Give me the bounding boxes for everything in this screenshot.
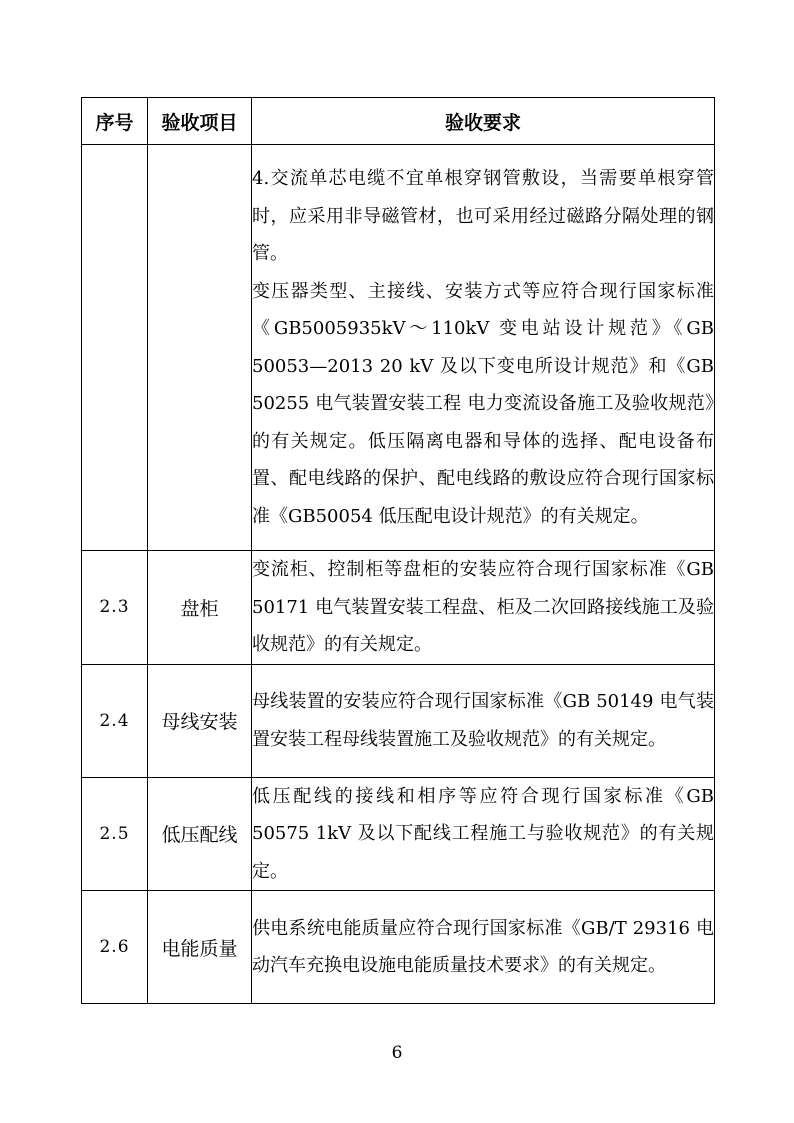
row-item [148, 145, 252, 551]
table-header-row [82, 98, 715, 145]
row-requirements [252, 777, 715, 891]
acceptance-table [81, 97, 715, 1004]
row-requirements [252, 664, 715, 777]
table-row [82, 777, 715, 891]
row-item: 盘柜 [148, 551, 252, 665]
header-number: 序号 [82, 98, 148, 145]
row-number: 2.4 [82, 664, 148, 777]
row-requirements [252, 145, 715, 551]
requirement-paragraph: 母线装置的安装应符合现行国家标准《GB 50149 电气装置安装工程母线装置施工及验收规范》的有关规定。 [252, 691, 714, 750]
table-row [82, 891, 715, 1004]
table-row [82, 551, 715, 665]
row-requirements [252, 551, 715, 665]
row-number [82, 145, 148, 551]
requirement-paragraph: 供电系统电能质量应符合现行国家标准《GB/T 29316 电动汽车充换电设施电能质量技术要求》的有关规定。 [252, 917, 714, 976]
row-requirements [252, 891, 715, 1004]
row-item: 母线安装 [148, 664, 252, 777]
requirement-paragraph: 变压器类型、主接线、安装方式等应符合现行国家标准《GB5005935kV～110kV 变电站设计规范》《GB 50053—2013 20 kV 及以下变电所设计规范》和《GB 50255 电气装置安装工程 电力变流设备施工及验收规范》的有关规定。低压隔离电器和导体的选择、配电设备布置、配电线路的保护、配电线路的敷设应符合现行国家标准《GB50054 低压配电设计规范》的有关规定。 [252, 280, 714, 527]
requirement-paragraph: 低压配线的接线和相序等应符合现行国家标准《GB 50575 1kV 及以下配线工程施工与验收规范》的有关规定。 [252, 785, 714, 882]
row-item: 低压配线 [148, 777, 252, 891]
row-item: 电能质量 [148, 891, 252, 1004]
row-number: 2.5 [82, 777, 148, 891]
row-number: 2.3 [82, 551, 148, 665]
header-item: 验收项目 [148, 98, 252, 145]
header-requirements: 验收要求 [252, 98, 715, 145]
requirement-paragraph: 4.交流单芯电缆不宜单根穿钢管敷设，当需要单根穿管时，应采用非导磁管材，也可采用经过磁路分隔处理的钢管。 [252, 168, 714, 264]
table-row [82, 664, 715, 777]
table-row [82, 145, 715, 551]
requirement-paragraph: 变流柜、控制柜等盘柜的安装应符合现行国家标准《GB 50171 电气装置安装工程盘、柜及二次回路接线施工及验收规范》的有关规定。 [252, 559, 714, 655]
row-number: 2.6 [82, 891, 148, 1004]
page-number: 6 [391, 1043, 403, 1063]
